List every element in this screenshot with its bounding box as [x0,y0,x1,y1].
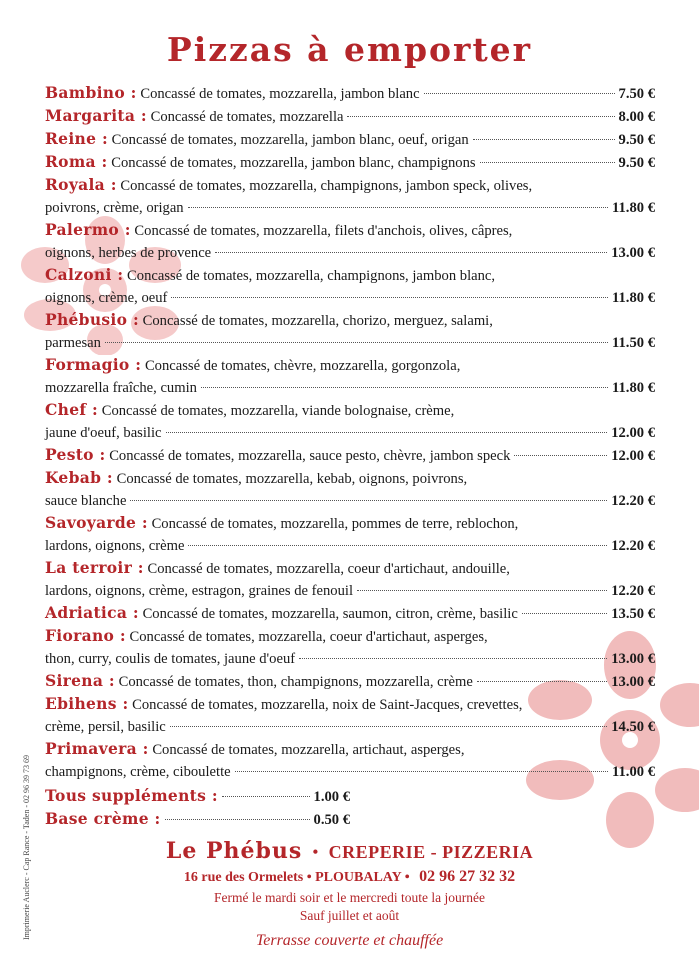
menu-item [45,557,655,602]
menu-item-line [45,377,655,399]
pizza-name: Royala : [45,175,117,194]
menu-item [45,174,655,219]
pizza-ingredients: thon, curry, coulis de tomates, jaune d'oeuf [45,651,296,667]
menu-item [45,354,655,399]
menu-item-line [45,512,655,535]
brand-separator: • [312,842,319,862]
pizza-name: Adriatica : [45,603,139,622]
dot-leader [235,771,608,772]
pizza-price: 11.50 € [612,335,655,351]
menu-item-line [45,625,655,648]
menu-item-line [45,490,655,512]
menu-item [45,399,655,444]
pizza-ingredients: lardons, oignons, crème [45,538,185,554]
menu-item-line [45,467,655,490]
pizza-ingredients: Concassé de tomates, mozzarella, viande bolognaise, crème, [101,403,455,419]
dot-leader [130,500,607,501]
menu-item-line [45,557,655,580]
printer-credit: Imprimerie Auclerc - Cap Rance - Taden - 02 96 39 73 69 [22,754,31,940]
menu-item [45,444,655,467]
pizza-ingredients: lardons, oignons, crème, estragon, graines de fenouil [45,583,354,599]
pizza-price: 11.00 € [612,764,655,780]
closing-days: Fermé le mardi soir et le mercredi toute la journée [213,890,485,905]
brand-name: Le Phébus [165,838,303,864]
pizza-price: 11.80 € [612,290,655,306]
menu-item-line [45,354,655,377]
menu-item-line [45,287,655,309]
menu-item-line [45,197,655,219]
menu-item-line [45,242,655,264]
menu-item-line [45,105,655,128]
pizza-name: Ebihens : [45,694,129,713]
pizza-ingredients: Concassé de tomates, mozzarella, noix de Saint-Jacques, crevettes, [132,697,523,713]
pizza-ingredients: Concassé de tomates, mozzarella, jambon blanc, champignons [111,155,476,171]
menu-item-line [45,264,655,287]
pizza-ingredients: sauce blanche [45,493,127,509]
dot-leader [201,387,608,388]
menu-item [45,309,655,354]
pizza-ingredients: Concassé de tomates, mozzarella, filets d'anchois, olives, câpres, [134,223,513,239]
dot-leader [105,342,608,343]
pizza-price: 11.80 € [612,380,655,396]
dot-leader [215,252,607,253]
pizza-name: Fiorano : [45,626,126,645]
pizza-price: 13.00 € [611,651,655,667]
menu-item [45,625,655,670]
pizza-name: Sirena : [45,671,115,690]
dot-leader [170,726,607,727]
pizza-price: 13.00 € [611,674,655,690]
terrace-note: Terrasse couverte et chauffée [255,932,444,949]
menu-item [45,151,655,174]
dot-leader [188,207,608,208]
menu-item-line [45,580,655,602]
pizza-ingredients: crème, persil, basilic [45,719,166,735]
pizza-name: Reine : [45,129,108,148]
menu-item-line [45,716,655,738]
dot-leader [480,162,615,163]
menu-item [45,128,655,151]
dot-leader [299,658,607,659]
menu-item [45,512,655,557]
pizza-ingredients: Concassé de tomates, mozzarella, kebab, oignons, poivrons, [116,471,468,487]
menu-item-line [45,151,655,174]
dot-leader [222,796,310,797]
page-title: Pizzas à emporter [166,30,533,69]
pizza-ingredients: Concassé de tomates, mozzarella, chorizo, merguez, salami, [142,313,493,329]
menu-item-line [45,444,655,467]
pizza-ingredients: parmesan [45,335,101,351]
menu-item [45,602,655,625]
dot-leader [171,297,608,298]
pizza-menu-list [45,82,655,831]
pizza-ingredients: jaune d'oeuf, basilic [45,425,162,441]
pizza-price: 14.50 € [611,719,655,735]
pizza-ingredients: mozzarella fraîche, cumin [45,380,197,396]
pizza-price: 13.00 € [611,245,655,261]
menu-item-line [45,128,655,151]
menu-item [45,219,655,264]
pizza-price: 9.50 € [618,132,655,148]
menu-item-line [45,648,655,670]
phone-number: 02 96 27 32 32 [419,868,516,885]
pizza-price: 9.50 € [618,155,655,171]
pizza-name: Kebab : [45,468,113,487]
menu-item [45,670,655,693]
dot-leader [188,545,607,546]
dot-leader [347,116,614,117]
dot-leader [514,455,607,456]
menu-item-line [45,535,655,557]
menu-item [45,264,655,309]
supplement-name: Tous suppléments : [45,786,218,805]
supplements [45,785,655,831]
address-text: 16 rue des Ormelets • PLOUBALAY • [183,870,410,885]
menu-item-line [45,219,655,242]
dot-leader [473,139,615,140]
pizza-name: Chef : [45,400,99,419]
supplement-name: Base crème : [45,809,161,828]
pizza-ingredients: oignons, herbes de provence [45,245,212,261]
brand-type: CREPERIE - PIZZERIA [328,842,534,862]
pizza-name: Margarita : [45,106,147,125]
pizza-name: La terroir : [45,558,144,577]
pizza-ingredients: Concassé de tomates, mozzarella, sauce pesto, chèvre, jambon speck [109,448,511,464]
pizza-price: 13.50 € [611,606,655,622]
pizza-ingredients: Concassé de tomates, mozzarella [150,109,344,125]
menu-item-line [45,738,655,761]
restaurant-brand [0,838,699,864]
dot-leader [522,613,607,614]
supplement-price: 0.50 € [313,812,350,828]
pizza-ingredients: Concassé de tomates, mozzarella, coeur d'artichaut, andouille, [147,561,510,577]
menu-item-line [45,670,655,693]
pizza-price: 8.00 € [618,109,655,125]
menu-item-line [45,761,655,783]
pizza-price: 12.20 € [611,493,655,509]
dot-leader [166,432,608,433]
pizza-ingredients: Concassé de tomates, mozzarella, saumon, citron, crème, basilic [142,606,518,622]
menu-item-line [45,693,655,716]
pizza-price: 12.20 € [611,583,655,599]
pizza-ingredients: Concassé de tomates, chèvre, mozzarella, gorgonzola, [144,358,461,374]
menu-item-line [45,602,655,625]
pizza-name: Savoyarde : [45,513,148,532]
pizza-ingredients: Concassé de tomates, mozzarella, pommes de terre, reblochon, [151,516,519,532]
menu-item-line [45,82,655,105]
address-line [0,868,699,886]
pizza-ingredients: Concassé de tomates, thon, champignons, mozzarella, crème [118,674,473,690]
pizza-name: Pesto : [45,445,106,464]
pizza-name: Roma : [45,152,108,171]
dot-leader [357,590,607,591]
menu-item [45,82,655,105]
menu-item-line [45,332,655,354]
opening-hours [0,889,699,925]
pizza-ingredients: oignons, crème, oeuf [45,290,168,306]
menu-item-line [45,422,655,444]
menu-item [45,467,655,512]
menu-item [45,105,655,128]
pizza-name: Palermo : [45,220,131,239]
pizza-ingredients: Concassé de tomates, mozzarella, champignons, jambon blanc, [127,268,496,284]
pizza-name: Phébusio : [45,310,139,329]
pizza-ingredients: Concassé de tomates, mozzarella, coeur d'artichaut, asperges, [129,629,488,645]
supplement-line [45,785,350,808]
menu-item-line [45,174,655,197]
pizza-ingredients: champignons, crème, ciboulette [45,764,231,780]
dot-leader [424,93,615,94]
pizza-ingredients: poivrons, crème, origan [45,200,184,216]
pizza-name: Formagio : [45,355,142,374]
pizza-ingredients: Concassé de tomates, mozzarella, jambon blanc [140,86,420,102]
pizza-ingredients: Concassé de tomates, mozzarella, jambon blanc, oeuf, origan [111,132,469,148]
closing-exception: Sauf juillet et août [299,908,400,923]
pizza-price: 7.50 € [618,86,655,102]
pizza-price: 11.80 € [612,200,655,216]
pizza-price: 12.00 € [611,425,655,441]
supplement-line [45,808,350,831]
supplement-price: 1.00 € [313,789,350,805]
menu-item [45,693,655,738]
pizza-name: Bambino : [45,83,137,102]
pizza-ingredients: Concassé de tomates, mozzarella, champignons, jambon speck, olives, [120,178,533,194]
pizza-price: 12.20 € [611,538,655,554]
dot-leader [165,819,310,820]
pizza-name: Primavera : [45,739,149,758]
menu-item-line [45,399,655,422]
menu-item [45,738,655,783]
pizza-price: 12.00 € [611,448,655,464]
pizza-ingredients: Concassé de tomates, mozzarella, artichaut, asperges, [152,742,465,758]
menu-item-line [45,309,655,332]
dot-leader [477,681,607,682]
pizza-name: Calzoni : [45,265,124,284]
